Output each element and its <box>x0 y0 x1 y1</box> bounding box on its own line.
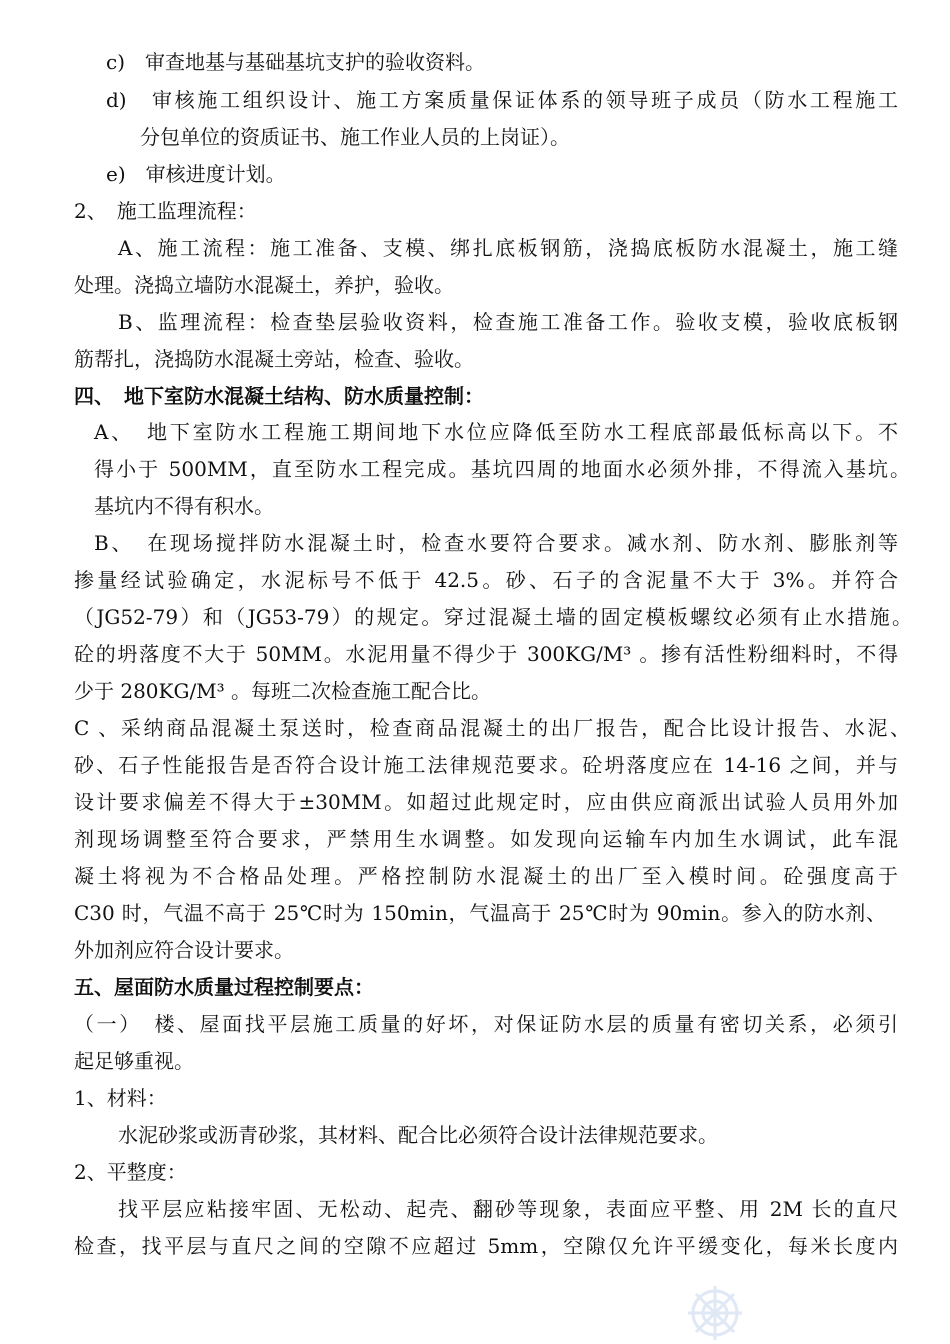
line-5: 2、 施工监理流程： <box>74 199 257 223</box>
line-14: B、 在现场搅拌防水混凝土时，检查水要符合要求。减水剂、防水剂、膨胀剂等 <box>94 531 898 555</box>
line-1: c) 审查地基与基础基坑支护的验收资料。 <box>106 50 486 74</box>
line-32: 找平层应粘接牢固、无松动、起壳、翻砂等现象，表面应平整、用 2M 长的直尺 <box>118 1197 898 1221</box>
line-12: 得小于 500MM，直至防水工程完成。基坑四周的地面水必须外排，不得流入基坑。 <box>94 457 910 481</box>
line-13: 基坑内不得有积水。 <box>94 494 274 518</box>
line-24: C30 时，气温不高于 25℃时为 150min，气温高于 25℃时为 90min。参入的防水剂、 <box>74 901 886 925</box>
line-4: e) 审核进度计划。 <box>106 162 286 186</box>
section-heading-5: 五、屋面防水质量过程控制要点： <box>74 975 374 999</box>
line-9: 筋帮扎，浇捣防水混凝土旁站，检查、验收。 <box>74 347 474 371</box>
line-6: A、施工流程：施工准备、支模、绑扎底板钢筋，浇捣底板防水混凝土，施工缝 <box>118 236 898 260</box>
line-27: （一） 楼、屋面找平层施工质量的好坏，对保证防水层的质量有密切关系，必须引 <box>74 1012 898 1036</box>
line-21: 设计要求偏差不得大于±30MM。如超过此规定时，应由供应商派出试验人员用外加 <box>74 790 898 814</box>
line-19: C 、采纳商品混凝土泵送时，检查商品混凝土的出厂报告，配合比设计报告、水泥、 <box>74 716 910 740</box>
line-15: 掺量经试验确定，水泥标号不低于 42.5。砂、石子的含泥量不大于 3%。并符合 <box>74 568 898 592</box>
line-8: B、监理流程：检查垫层验收资料，检查施工准备工作。验收支模，验收底板钢 <box>118 310 898 334</box>
line-18: 少于 280KG/M³ 。每班二次检查施工配合比。 <box>74 679 492 703</box>
snowflake-watermark-icon <box>684 1282 746 1344</box>
line-29: 1、材料： <box>74 1086 167 1110</box>
line-7: 处理。浇捣立墙防水混凝土，养护，验收。 <box>74 273 454 297</box>
line-22: 剂现场调整至符合要求，严禁用生水调整。如发现向运输车内加生水调试，此车混 <box>74 827 898 851</box>
line-16: （JG52-79）和（JG53-79）的规定。穿过混凝土墙的固定模板螺纹必须有止水措施。 <box>74 605 912 629</box>
line-11: A、 地下室防水工程施工期间地下水位应降低至防水工程底部最低标高以下。不 <box>94 420 898 444</box>
line-2: d) 审核施工组织设计、施工方案质量保证体系的领导班子成员（防水工程施工 <box>106 88 898 112</box>
line-28: 起足够重视。 <box>74 1049 194 1073</box>
section-heading-4: 四、 地下室防水混凝土结构、防水质量控制： <box>74 384 484 408</box>
line-33: 检查，找平层与直尺之间的空隙不应超过 5mm，空隙仅允许平缓变化，每米长度内 <box>74 1234 898 1258</box>
line-25: 外加剂应符合设计要求。 <box>74 938 294 962</box>
line-30: 水泥砂浆或沥青砂浆，其材料、配合比必须符合设计法律规范要求。 <box>118 1123 718 1147</box>
line-23: 凝土将视为不合格品处理。严格控制防水混凝土的出厂至入模时间。砼强度高于 <box>74 864 898 888</box>
line-31: 2、平整度： <box>74 1160 187 1184</box>
line-17: 砼的坍落度不大于 50MM。水泥用量不得少于 300KG/M³ 。掺有活性粉细料时，不得 <box>74 642 898 666</box>
line-20: 砂、石子性能报告是否符合设计施工法律规范要求。砼坍落度应在 14-16 之间，并与 <box>74 753 898 777</box>
line-3: 分包单位的资质证书、施工作业人员的上岗证）。 <box>140 125 570 149</box>
